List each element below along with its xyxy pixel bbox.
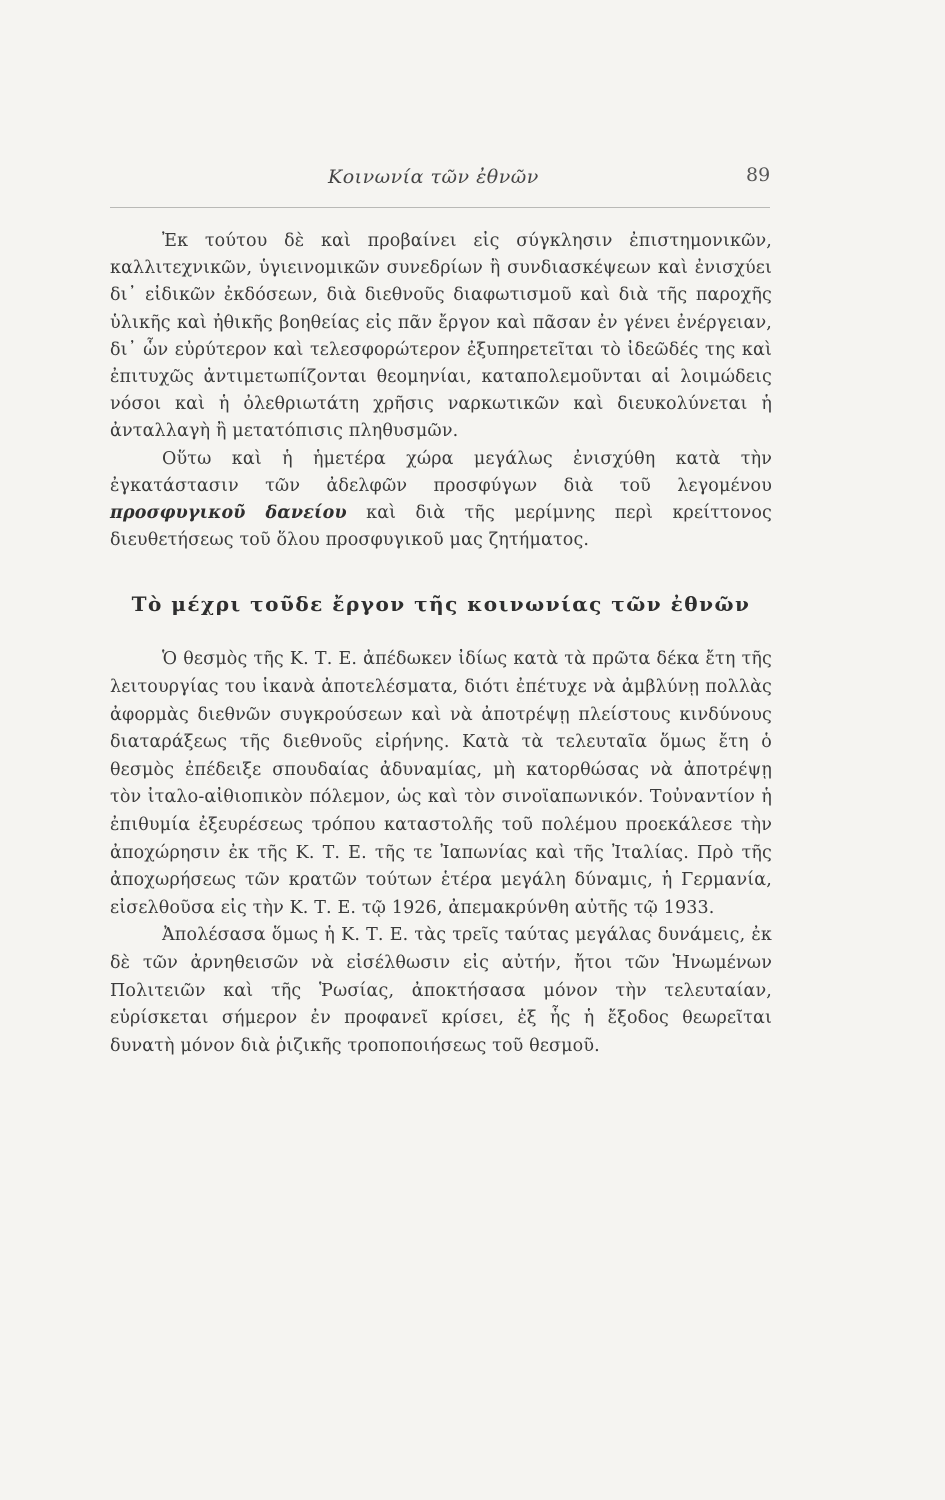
paragraph-refugee-loan bbox=[110, 446, 772, 555]
paragraph-activities: Ἐκ τούτου δὲ καὶ προβαίνει εἰς σύγκλησιν ἐπιστημονικῶν, καλλιτεχνικῶν, ὑγιεινομικῶν συνεδρίων ἢ συνδιασκέψεων καὶ ἐνισχύει δι᾽ εἰδικῶν ἐκδόσεων, διὰ διεθνοῦς διαφωτισμοῦ καὶ διὰ τῆς παροχῆς ὑλικῆς καὶ ἠθικῆς βοηθείας εἰς πᾶν ἔργον καὶ πᾶσαν ἐν γένει ἐνέργειαν, δι᾽ ὧν εὐρύτερον καὶ τελεσφορώτερον ἐξυπηρετεῖται τὸ ἰδεῶδές της καὶ ἐπιτυχῶς ἀντιμετωπίζονται θεομηνίαι, καταπολεμοῦνται αἱ λοιμώδεις νόσοι καὶ ἡ ὀλεθριωτάτη χρῆσις ναρκωτικῶν καὶ διευκολύνεται ἡ ἀνταλλαγὴ ἢ μετατόπισις πληθυσμῶν. bbox=[110, 231, 772, 442]
section-heading: Τὸ μέχρι τοῦδε ἔργον τῆς κοινωνίας τῶν ἐθνῶν bbox=[131, 592, 751, 617]
refugee-loan-emphasis: προσφυγικοῦ δανείου bbox=[110, 503, 347, 524]
refugee-text-before: Οὕτω καὶ ἡ ἡμετέρα χώρα μεγάλως ἐνισχύθη κατὰ τὴν ἐγκατάστασιν τῶν ἀδελφῶν προσφύγων διὰ τοῦ λεγομένου bbox=[110, 448, 772, 496]
header-rule bbox=[110, 207, 770, 208]
body-text bbox=[110, 228, 772, 1060]
section-intro bbox=[110, 228, 772, 554]
refugee-text-after: καὶ διὰ τῆς μερίμνης περὶ κρείττονος διευθετήσεως τοῦ ὅλου προσφυγικοῦ μας ζητήματος. bbox=[110, 503, 772, 551]
paragraph-crisis: Ἀπολέσασα ὅμως ἡ Κ. Τ. Ε. τὰς τρεῖς ταύτας μεγάλας δυνάμεις, ἐκ δὲ τῶν ἀρνηθεισῶν νὰ εἰσέλθωσιν εἰς αὐτήν, ἤτοι τῶν Ἡνωμένων Πολιτειῶν καὶ τῆς Ῥωσίας, ἀποκτήσασα μόνον τὴν τελευταίαν, εὑρίσκεται σήμερον ἐν προφανεῖ κρίσει, ἐξ ἧς ἡ ἔξοδος θεωρεῖται δυνατὴ μόνον διὰ ῥιζικῆς τροποποιήσεως τοῦ θεσμοῦ. bbox=[110, 925, 772, 1056]
page-number: 89 bbox=[746, 164, 771, 186]
paragraph-results: Ὁ θεσμὸς τῆς Κ. Τ. Ε. ἀπέδωκεν ἰδίως κατὰ τὰ πρῶτα δέκα ἔτη τῆς λειτουργίας του ἱκανὰ ἀποτελέσματα, διότι ἐπέτυχε νὰ ἀμβλύνῃ πολλὰς ἀφορμὰς διεθνῶν συγκρούσεων καὶ νὰ ἀποτρέψῃ πλείστους κινδύνους διαταράξεως τῆς διεθνοῦς εἰρήνης. Κατὰ τὰ τελευταῖα ὅμως ἔτη ὁ θεσμὸς ἐπέδειξε σπουδαίας ἀδυναμίας, μὴ κατορθώσας νὰ ἀποτρέψῃ τὸν ἰταλο-αἰθιοπικὸν πόλεμον, ὡς καὶ τὸν σινοϊαπωνικόν. Τοὐναντίον ἡ ἐπιθυμία ἐξευρέσεως τρόπου καταστολῆς τοῦ πολέμου προεκάλεσε τὴν ἀποχώρησιν ἐκ τῆς Κ. Τ. Ε. τῆς τε Ἰαπωνίας καὶ τῆς Ἰταλίας. Πρὸ τῆς ἀποχωρήσεως τῶν κρατῶν τούτων ἑτέρα μεγάλη δύναμις, ἡ Γερμανία, εἰσελθοῦσα εἰς τὴν Κ. Τ. Ε. τῷ 1926, ἀπεμακρύνθη αὐτῆς τῷ 1933. bbox=[110, 649, 772, 918]
running-head: Κοινωνία τῶν ἐθνῶν bbox=[328, 166, 539, 188]
section-work-so-far bbox=[110, 646, 772, 1060]
